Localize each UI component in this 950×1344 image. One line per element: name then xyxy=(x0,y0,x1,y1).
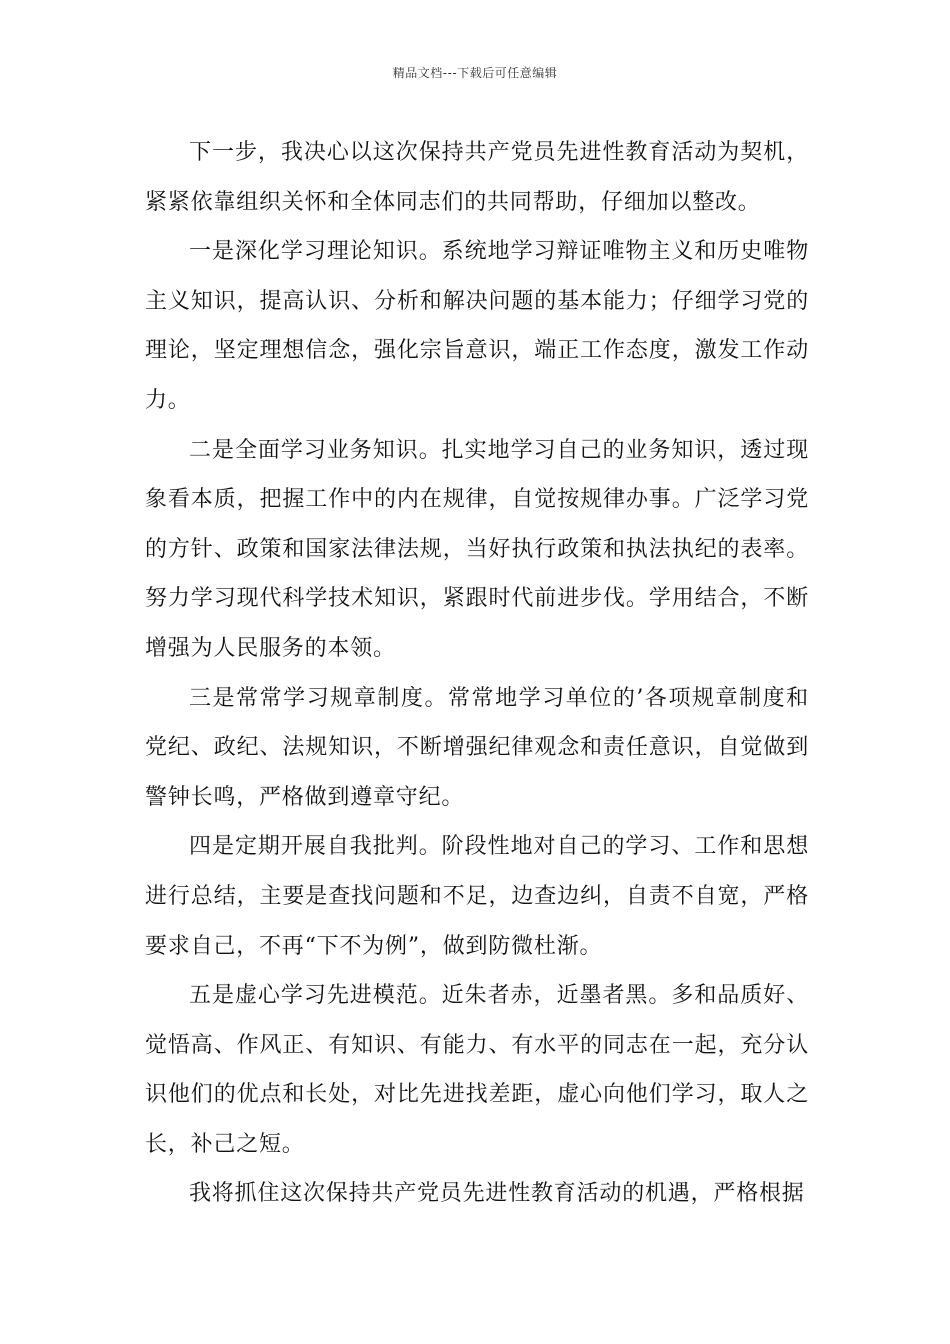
paragraph: 一是深化学习理论知识。系统地学习辩证唯物主义和历史唯物主义知识，提高认识、分析和解决问题的基本能力；仔细学习党的理论，坚定理想信念，强化宗旨意识，端正工作态度，激发工作动力。 xyxy=(145,239,809,413)
paragraph: 五是虚心学习先进模范。近朱者赤，近墨者黑。多和品质好、觉悟高、作风正、有知识、有能力、有水平的同志在一起，充分认识他们的优点和长处，对比先进找差距，虚心向他们学习，取人之长，补己之短。 xyxy=(145,983,809,1157)
document-body xyxy=(145,128,809,1219)
paragraph: 四是定期开展自我批判。阶段性地对自己的学习、工作和思想进行总结，主要是查找问题和不足，边查边纠，自责不自宽，严格要求自己，不再“下不为例”，做到防微杜渐。 xyxy=(145,834,809,959)
paragraph: 下一步，我决心以这次保持共产党员先进性教育活动为契机，紧紧依靠组织关怀和全体同志们的共同帮助，仔细加以整改。 xyxy=(145,140,809,215)
page-header: 精品文档---下载后可任意编辑 xyxy=(392,66,558,80)
paragraph: 三是常常学习规章制度。常常地学习单位的’各项规章制度和党纪、政纪、法规知识，不断增强纪律观念和责任意识，自觉做到警钟长鸣，严格做到遵章守纪。 xyxy=(145,685,809,810)
paragraph: 我将抓住这次保持共产党员先进性教育活动的机遇，严格根据 xyxy=(189,1181,805,1207)
paragraph: 二是全面学习业务知识。扎实地学习自己的业务知识，透过现象看本质，把握工作中的内在规律，自觉按规律办事。广泛学习党的方针、政策和国家法律法规，当好执行政策和执法执纪的表率。努力学习现代科学技术知识，紧跟时代前进步伐。学用结合，不断增强为人民服务的本领。 xyxy=(145,437,809,661)
